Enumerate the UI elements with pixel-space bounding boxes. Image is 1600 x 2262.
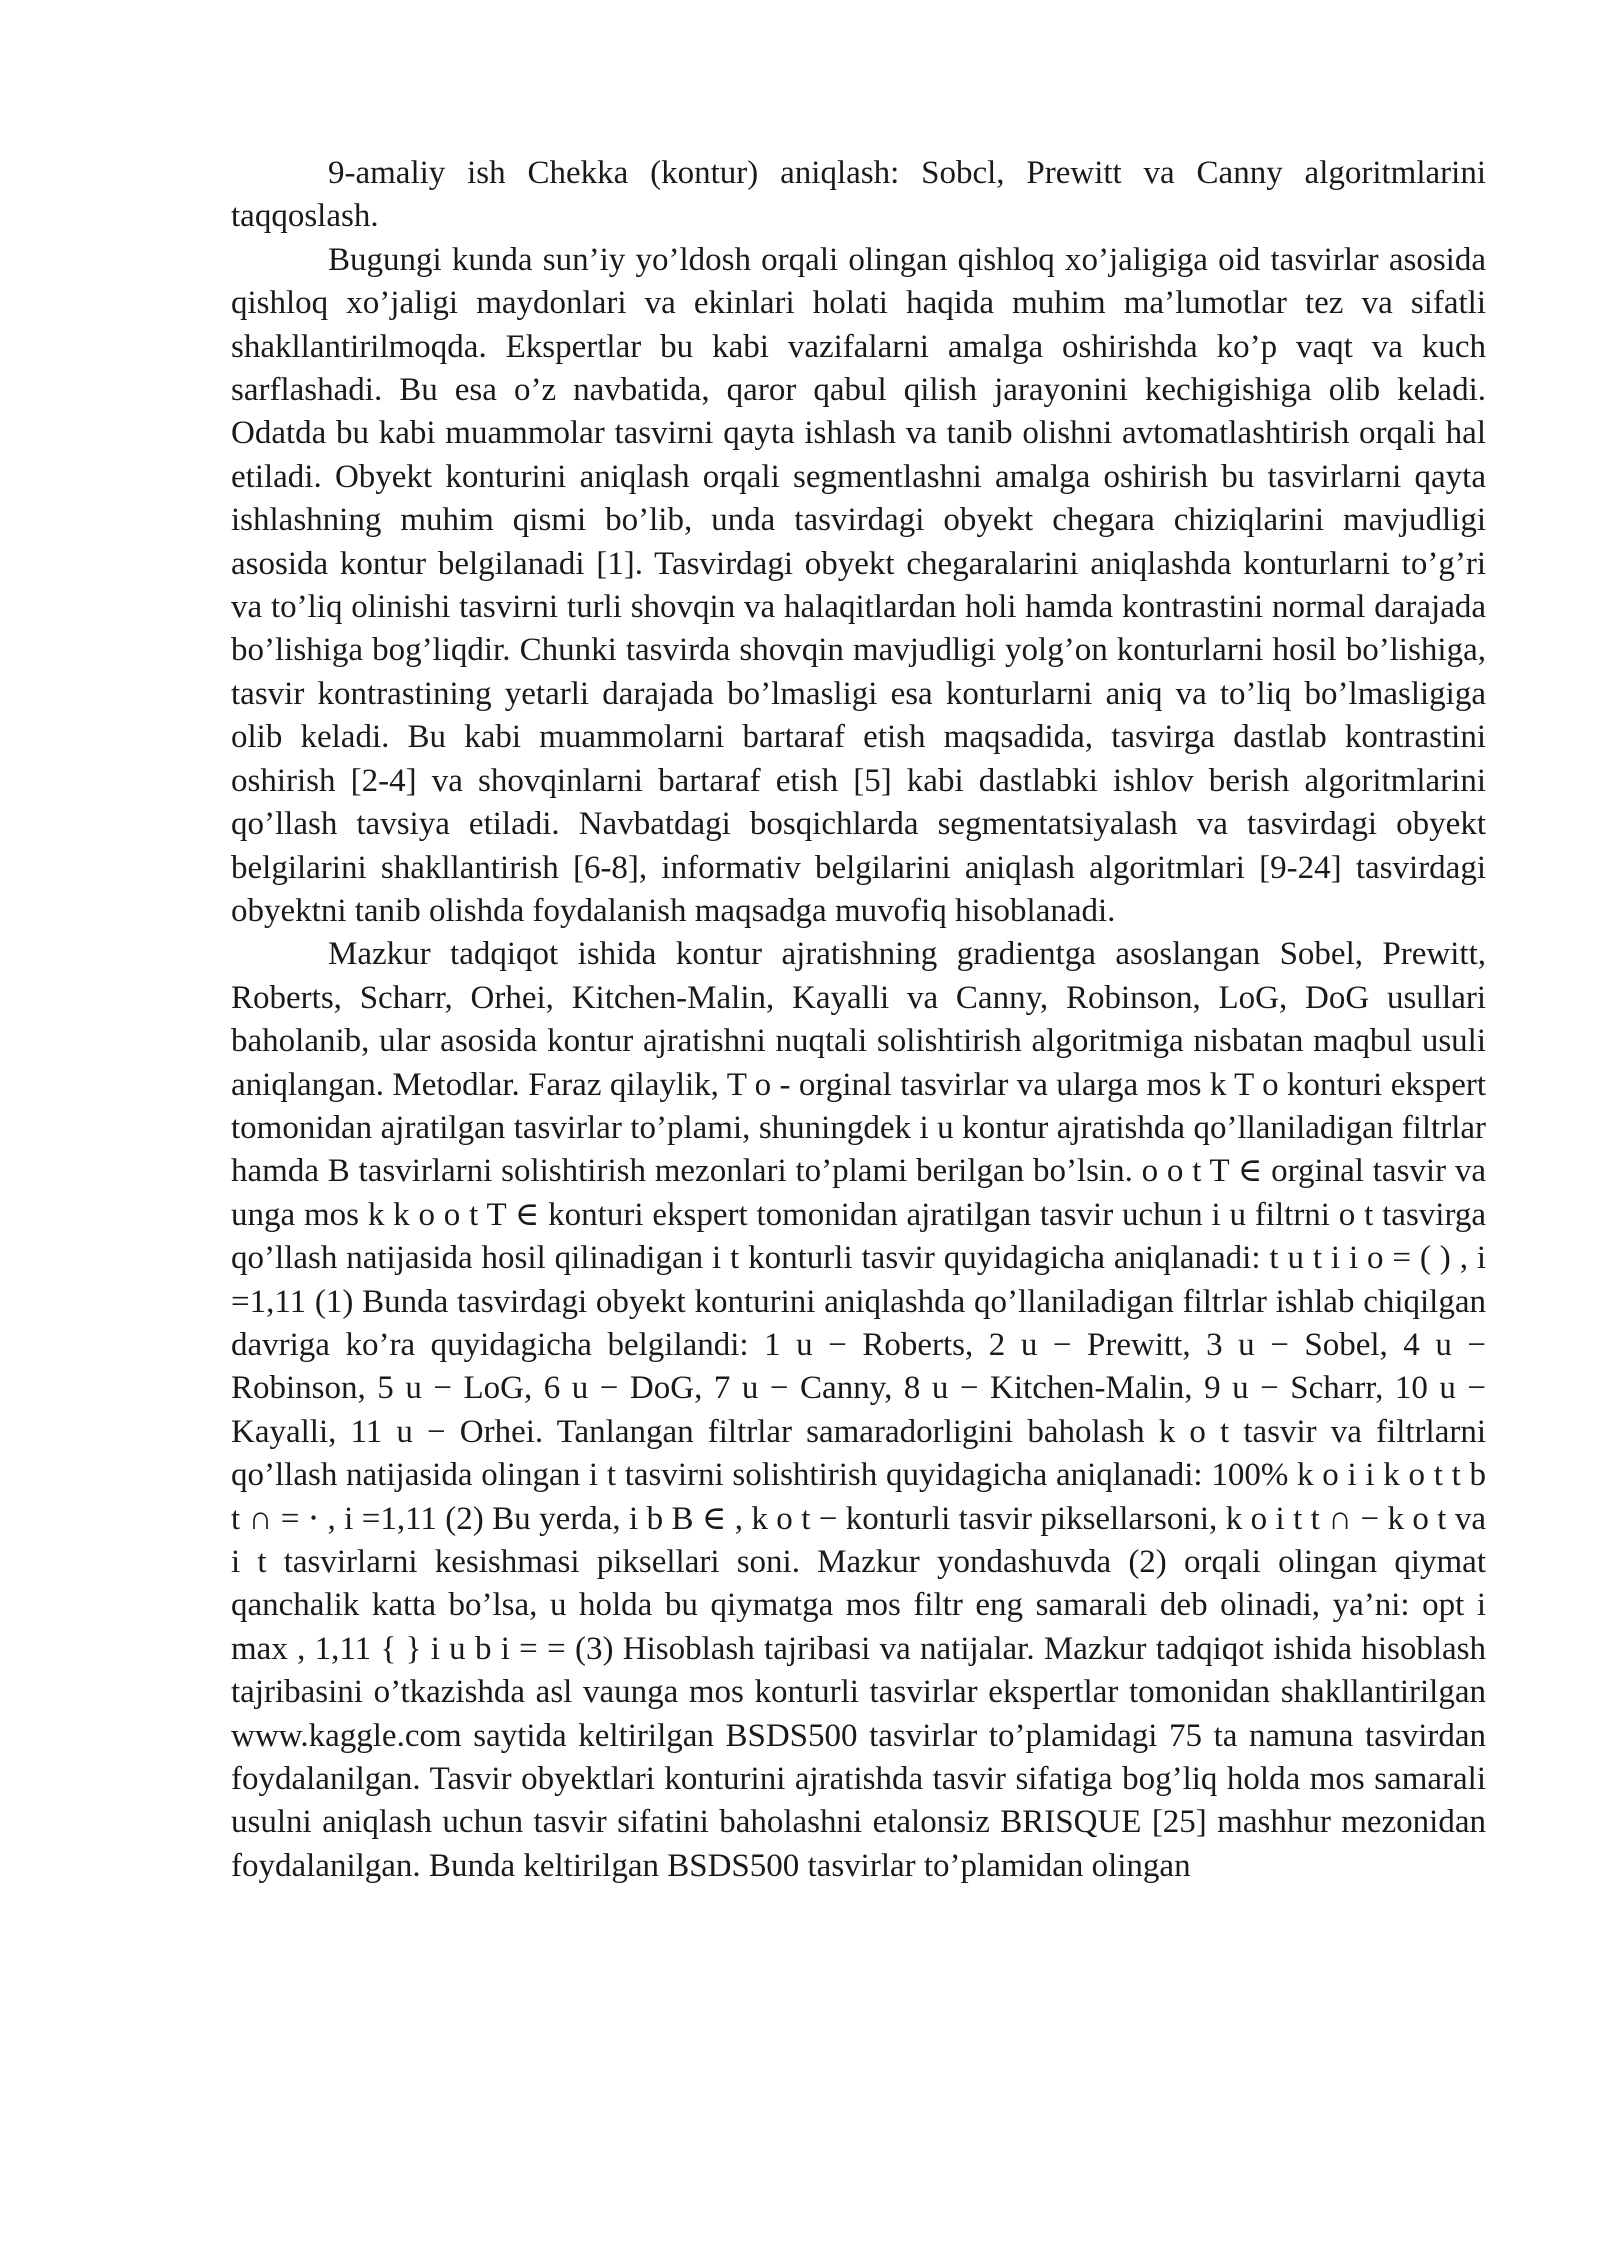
methods-paragraph: Mazkur tadqiqot ishida kontur ajratishning gradientga asoslangan Sobel, Prewitt, Roberts, Scharr, Orhei, Kitchen-Malin, Kayalli va Canny, Robinson, LoG, DoG usullari baholanib, ular asosida kontur ajratishni nuqtali solishtirish algoritmiga nisbatan maqbul usuli aniqlangan. Metodlar. Faraz qilaylik, T o - orginal tasvirlar va ularga mos k T o konturi ekspert tomonidan ajratilgan tasvirlar to’plami, shuningdek i u kontur ajratishda qo’llaniladigan filtrlar hamda B tasvirlarni solishtirish mezonlari to’plami berilgan bo’lsin. o o t T ∈ orginal tasvir va unga mos k k o o t T ∈ konturi ekspert tomonidan ajratilgan tasvir uchun i u filtrni o t tasvirga qo’llash natijasida hosil qilinadigan i t konturli tasvir quyidagicha aniqlanadi: t u t i i o = ( ) , i =1,11 (1) Bunda tasvirdagi obyekt konturini aniqlashda qo’llaniladigan filtrlar ishlab chiqilgan davriga ko’ra quyidagicha belgilandi: 1 u − Roberts, 2 u − Prewitt, 3 u − Sobel, 4 u − Robinson, 5 u − LoG, 6 u − DoG, 7 u − Canny, 8 u − Kitchen-Malin, 9 u − Scharr, 10 u − Kayalli, 11 u − Orhei. Tanlangan filtrlar samaradorligini baholash k o t tasvir va filtrlarni qo’llash natijasida olingan i t tasvirni solishtirish quyidagicha aniqlanadi: 100% k o i i k o t t b t ∩ = ⋅ , i =1,11 (2) Bu yerda, i b B ∈ , k o t − konturli tasvir piksellarsoni, k o i t t ∩ − k o t va i t tasvirlarni kesishmasi piksellari soni. Mazkur yondashuvda (2) orqali olingan qiymat qanchalik katta bo’lsa, u holda bu qiymatga mos filtr eng samarali deb olinadi, ya’ni: opt i max , 1,11 { } i u b i = = (3) Hisoblash tajribasi va natijalar. Mazkur tadqiqot ishida hisoblash tajribasini o’tkazishda asl vaunga mos konturli tasvirlar ekspertlar tomonidan shakllantirilgan www.kaggle.com saytida keltirilgan BSDS500 tasvirlar to’plamidagi 75 ta namuna tasvirdan foydalanilgan. Tasvir obyektlari konturini ajratishda tasvir sifatiga bog’liq holda mos samarali usulni aniqlash uchun tasvir sifatini baholashni etalonsiz BRISQUE [25] mashhur mezonidan foydalanilgan. Bunda keltirilgan BSDS500 tasvirlar to’plamidan olingan	[231, 936, 1486, 1884]
introduction-paragraph: Bugungi kunda sun’iy yo’ldosh orqali olingan qishloq xo’jaligiga oid tasvirlar asosida qishloq xo’jaligi maydonlari va ekinlari holati haqida muhim ma’lumotlar tez va sifatli shakllantirilmoqda. Ekspertlar bu kabi vazifalarni amalga oshirishda ko’p vaqt va kuch sarflashadi. Bu esa o’z navbatida, qaror qabul qilish jarayonini kechigishiga olib keladi. Odatda bu kabi muammolar tasvirni qayta ishlash va tanib olishni avtomatlashtirish orqali hal etiladi. Obyekt konturini aniqlash orqali segmentlashni amalga oshirish bu tasvirlarni qayta ishlashning muhim qismi bo’lib, unda tasvirdagi obyekt chegara chiziqlarini mavjudligi asosida kontur belgilanadi [1]. Tasvirdagi obyekt chegaralarini aniqlashda konturlarni to’g’ri va to’liq olinishi tasvirni turli shovqin va halaqitlardan holi hamda kontrastini normal darajada bo’lishiga bog’liqdir. Chunki tasvirda shovqin mavjudligi yolg’on konturlarni hosil bo’lishiga, tasvir kontrastining yetarli darajada bo’lmasligi esa konturlarni aniq va to’liq bo’lmasligiga olib keladi. Bu kabi muammolarni bartaraf etish maqsadida, tasvirga dastlab kontrastini oshirish [2-4] va shovqinlarni bartaraf etish [5] kabi dastlabki ishlov berish algoritmlarini qo’llash tavsiya etiladi. Navbatdagi bosqichlarda segmentatsiyalash va tasvirdagi obyekt belgilarini shakllantirish [6-8], informativ belgilarini aniqlash algoritmlari [9-24] tasvirdagi obyektni tanib olishda foydalanish maqsadga muvofiq hisoblanadi.	[231, 241, 1486, 929]
assignment-title-paragraph: 9-amaliy ish Chekka (kontur) aniqlash: Sobcl, Prewitt va Canny algoritmlarini taqqoslash.	[231, 155, 1486, 235]
document-body	[231, 152, 1486, 1888]
